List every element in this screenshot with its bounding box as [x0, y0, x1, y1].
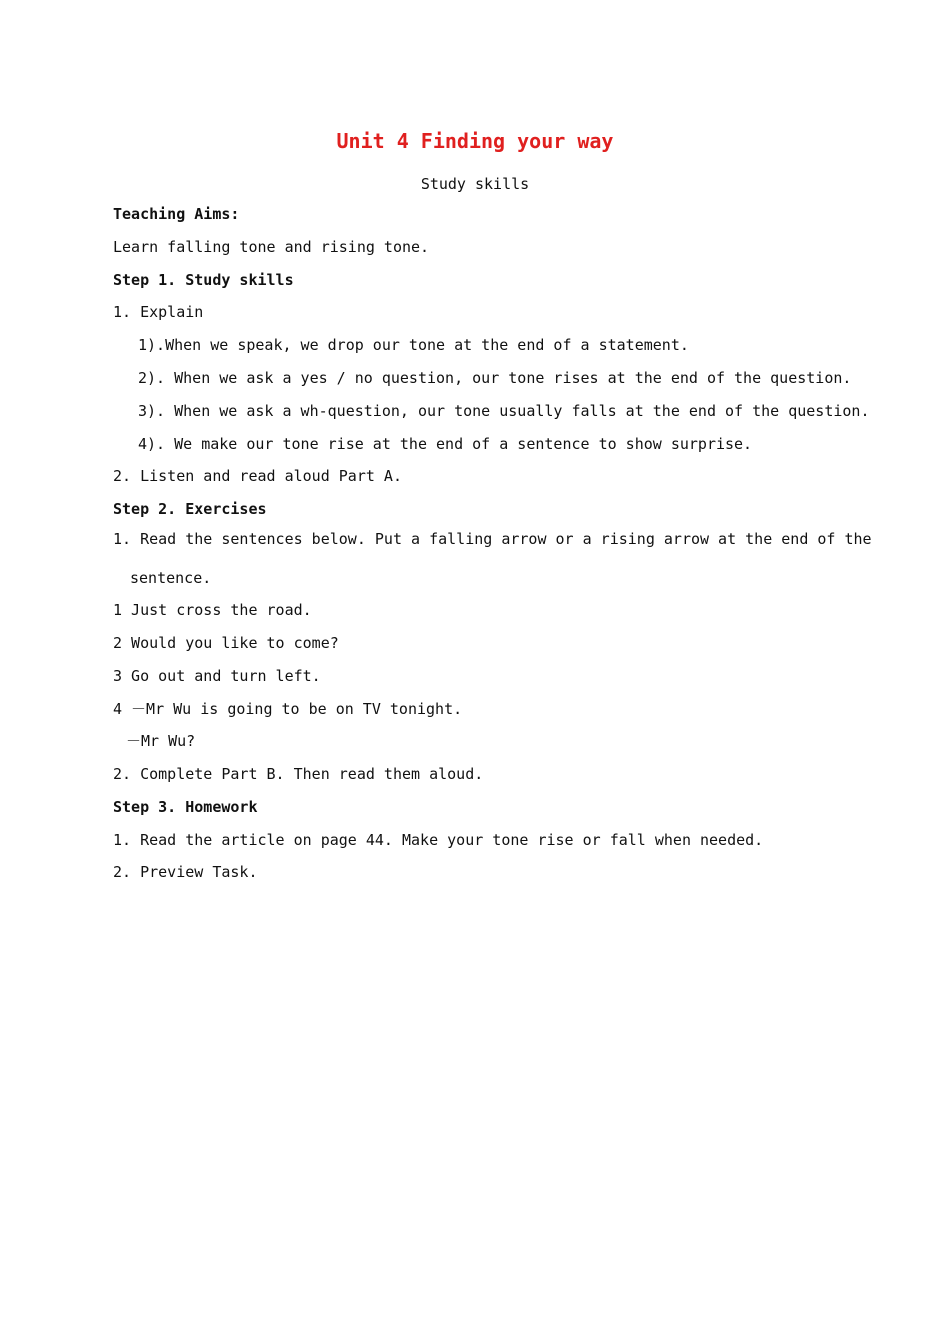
step1-heading: Step 1. Study skills — [113, 271, 294, 289]
step2-sentence-4-reply: －Mr Wu? — [126, 732, 196, 750]
step3-item2: 2. Preview Task. — [113, 863, 258, 881]
step2-sentence-3: 3 Go out and turn left. — [113, 667, 321, 685]
step3-item1: 1. Read the article on page 44. Make your tone rise or fall when needed. — [113, 831, 764, 849]
step2-sentence-1: 1 Just cross the road. — [113, 601, 312, 619]
step1-item1: 1. Explain — [113, 303, 204, 321]
step2-heading: Step 2. Exercises — [113, 500, 267, 518]
step2-item1-line1: 1. Read the sentences below. Put a falling arrow or a rising arrow at the end of the — [113, 530, 872, 548]
step2-sentence-2: 2 Would you like to come? — [113, 634, 339, 652]
step2-item2: 2. Complete Part B. Then read them aloud. — [113, 765, 484, 783]
step1-sub1: 1).When we speak, we drop our tone at the end of a statement. — [138, 336, 689, 354]
step2-sentence-4: 4 －Mr Wu is going to be on TV tonight. — [113, 700, 463, 718]
step2-item1-line2: sentence. — [130, 569, 212, 587]
page-subtitle: Study skills — [420, 175, 530, 193]
step1-sub3: 3). When we ask a wh-question, our tone usually falls at the end of the question. — [138, 402, 870, 420]
step1-sub4: 4). We make our tone rise at the end of a sentence to show surprise. — [138, 435, 753, 453]
teaching-aims-text: Learn falling tone and rising tone. — [113, 238, 430, 256]
step3-heading: Step 3. Homework — [113, 798, 258, 816]
teaching-aims-heading: Teaching Aims: — [113, 205, 240, 223]
step1-sub2: 2). When we ask a yes / no question, our tone rises at the end of the question. — [138, 369, 852, 387]
step1-item2: 2. Listen and read aloud Part A. — [113, 467, 402, 485]
page-title: Unit 4 Finding your way — [336, 129, 614, 153]
